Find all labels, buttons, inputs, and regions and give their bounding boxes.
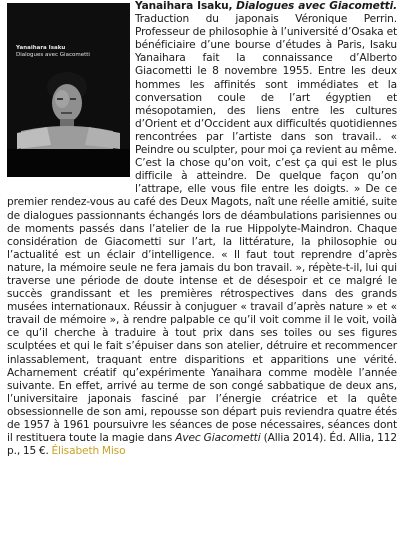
- review-signature: Élisabeth Miso: [51, 445, 126, 458]
- review-author: Yanaihara Isaku,: [135, 0, 233, 12]
- book-review: [7, 0, 397, 458]
- cover-title: Dialogues avec Giacometti: [16, 52, 90, 58]
- cover-author: Yanaihara Isaku: [16, 45, 66, 51]
- review-title-ref: Avec Giacometti: [175, 432, 261, 445]
- publisher-details: (Allia 2014). Éd. Allia, 112 p., 15 €.: [7, 432, 398, 458]
- review-body: Traduction du japonais Véronique Perrin. Professeur de philosophie à l’université d’Osaka et bénéficiaire d’une bourse d’études à Paris, Isaku Yanaihara fait la connaissance d’Alberto Giacometti le 8 novembre 1955. Entre les deux hommes les affinités sont immédiates et la conversation coule de l’art égyptien et mésopotamien, des liens entre les cultures d’Orient et d’Occident aux difficultés quotidiennes rencontrées par l’artiste dans son travail.. « Peindre ou sculpter, pour moi ça revient au même. C’est la chose qu’on voit, c’est ça qui est le plus difficile à atteindre. De quelque façon qu’on l’attrape, elle vous file entre les doigts. » De ce premier rendez-vous au café des Deux Magots, naît une réelle amitié, suite de dialogues passionnants échangés lors de déambulations parisiennes ou de moments passés dans l’atelier de la rue Hippolyte-Maindron. Chaque considération de Giacometti sur l’art, la littérature, la philosophie ou l’actualité est un éclair d’intelligence. « Il faut tout reprendre d’après nature, la mémoire seule ne fera jamais du bon travail. », répète-t-il, lui qui traverse une période de doute intense et de désespoir et ce malgré le succès grandissant et les premières rétrospectives dans des grands musées internationaux. Réussir à conjuguer « travail d’après nature » et « travail de mémoire », à rendre palpable ce qu’il voit comme il le voit, voilà ce qu’il cherche à traduire à tout prix dans ses toiles ou ses figures sculptées et qui le fait s’épuiser dans son atelier, détruire et recommencer inlassablement, traquant entre disparitions et apparitions une vérité. Acharnement créatif qu’expérimente Yanaihara comme modèle l’année suivante. En effet, arrivé au terme de son congé sabbatique de deux ans, l’universitaire japonais fasciné par l’énergie créatrice et la quête obsessionnelle de son ami, repousse son départ puis reviendra quatre étés de 1957 à 1961 poursuivre les séances de pose nécessaires, séances dont il restituera toute la magie dans: [7, 13, 397, 445]
- cover-spacer: [7, 0, 135, 186]
- review-title: Dialogues avec Giacometti.: [236, 0, 397, 12]
